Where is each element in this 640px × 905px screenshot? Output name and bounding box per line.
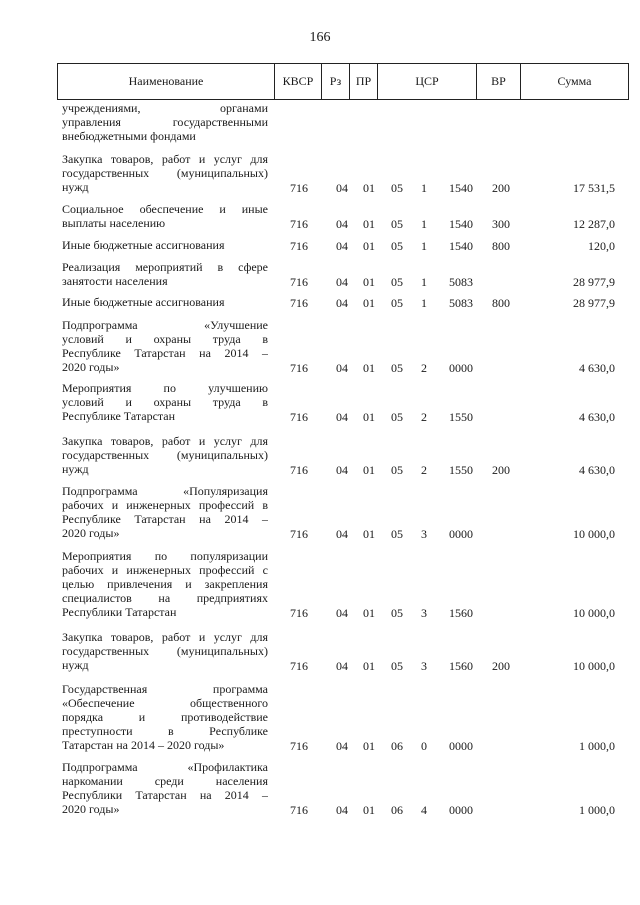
row-rz: 04: [336, 181, 348, 195]
row-name-line: условий и охраны труда в: [62, 332, 268, 346]
row-csr1: 05: [391, 606, 403, 620]
row-name-line: рабочих и инженерных профессий с: [62, 563, 268, 577]
row-csr1: 05: [391, 275, 403, 289]
row-sum: 28 977,9: [573, 275, 615, 289]
row-rz: 04: [336, 217, 348, 231]
row-name-line: учреждениями, органами: [62, 101, 268, 115]
row-csr3: 5083: [449, 275, 473, 289]
row-kvsr: 716: [290, 217, 308, 231]
row-name-line: Государственная программа: [62, 682, 268, 696]
row-name-line: Республике Татарстан: [62, 409, 176, 423]
row-csr3: 1560: [449, 659, 473, 673]
row-pr: 01: [363, 296, 375, 310]
row-csr1: 05: [391, 296, 403, 310]
row-vr: 800: [492, 296, 510, 310]
row-csr2: 0: [421, 739, 427, 753]
row-name-line: Иные бюджетные ассигнования: [62, 238, 225, 252]
row-kvsr: 716: [290, 659, 308, 673]
header-kvsr: КВСР: [275, 64, 322, 99]
row-pr: 01: [363, 739, 375, 753]
row-csr2: 1: [421, 181, 427, 195]
row-name-line: Закупка товаров, работ и услуг для: [62, 630, 268, 644]
row-name: [62, 318, 268, 374]
row-pr: 01: [363, 803, 375, 817]
row-name-line: наркомании среди населения: [62, 774, 268, 788]
row-csr1: 05: [391, 410, 403, 424]
row-kvsr: 716: [290, 527, 308, 541]
row-vr: 200: [492, 659, 510, 673]
row-csr1: 05: [391, 181, 403, 195]
row-rz: 04: [336, 361, 348, 375]
header-pr: ПР: [350, 64, 378, 99]
row-kvsr: 716: [290, 296, 308, 310]
row-name-line: Подпрограмма «Популяризация: [62, 484, 268, 498]
row-csr1: 05: [391, 659, 403, 673]
row-csr2: 3: [421, 527, 427, 541]
row-name-line: Подпрограмма «Улучшение: [62, 318, 268, 332]
table-header: [57, 63, 629, 100]
page-number: 166: [309, 30, 331, 45]
row-csr3: 0000: [449, 361, 473, 375]
row-vr: 200: [492, 463, 510, 477]
row-pr: 01: [363, 239, 375, 253]
row-name: [62, 202, 268, 230]
row-sum: 4 630,0: [579, 463, 615, 477]
row-name: [62, 238, 268, 252]
header-rz: Рз: [322, 64, 350, 99]
row-csr3: 1550: [449, 463, 473, 477]
row-csr1: 05: [391, 217, 403, 231]
row-name-line: Иные бюджетные ассигнования: [62, 295, 225, 309]
row-sum: 10 000,0: [573, 659, 615, 673]
row-vr: 300: [492, 217, 510, 231]
row-name-line: Закупка товаров, работ и услуг для: [62, 152, 268, 166]
row-name: [62, 101, 268, 143]
row-rz: 04: [336, 527, 348, 541]
row-sum: 10 000,0: [573, 527, 615, 541]
row-kvsr: 716: [290, 181, 308, 195]
row-pr: 01: [363, 361, 375, 375]
row-name-line: нужд: [62, 180, 89, 194]
row-name-line: Закупка товаров, работ и услуг для: [62, 434, 268, 448]
row-rz: 04: [336, 296, 348, 310]
row-rz: 04: [336, 739, 348, 753]
row-csr1: 05: [391, 239, 403, 253]
row-name-line: «Обеспечение общественного: [62, 696, 268, 710]
header-name: Наименование: [58, 64, 275, 99]
row-pr: 01: [363, 410, 375, 424]
row-name: [62, 760, 268, 816]
row-rz: 04: [336, 463, 348, 477]
row-csr1: 06: [391, 739, 403, 753]
row-rz: 04: [336, 606, 348, 620]
row-csr3: 1540: [449, 181, 473, 195]
row-csr3: 1550: [449, 410, 473, 424]
row-name-line: целью привлечения и закрепления: [62, 577, 268, 591]
row-name: [62, 549, 268, 619]
row-name-line: государственных (муниципальных): [62, 448, 268, 462]
row-name: [62, 682, 268, 752]
row-name-line: Республики Татарстан на 2014 –: [62, 788, 268, 802]
row-name-line: государственных (муниципальных): [62, 166, 268, 180]
row-name-line: Реализация мероприятий в сфере: [62, 260, 268, 274]
row-sum: 17 531,5: [573, 181, 615, 195]
row-csr2: 2: [421, 410, 427, 424]
row-pr: 01: [363, 606, 375, 620]
row-name-line: нужд: [62, 658, 89, 672]
row-name: [62, 434, 268, 476]
header-vr: ВР: [477, 64, 521, 99]
row-csr2: 4: [421, 803, 427, 817]
row-name-line: Мероприятия по улучшению: [62, 381, 268, 395]
row-name-line: специалистов на предприятиях: [62, 591, 268, 605]
row-name-line: Подпрограмма «Профилактика: [62, 760, 268, 774]
row-csr1: 05: [391, 361, 403, 375]
row-sum: 10 000,0: [573, 606, 615, 620]
header-csr: ЦСР: [378, 64, 477, 99]
row-rz: 04: [336, 275, 348, 289]
row-name-line: преступности в Республике: [62, 724, 268, 738]
row-sum: 12 287,0: [573, 217, 615, 231]
row-pr: 01: [363, 181, 375, 195]
row-name-line: условий и охраны труда в: [62, 395, 268, 409]
row-pr: 01: [363, 217, 375, 231]
row-pr: 01: [363, 527, 375, 541]
row-name-line: занятости населения: [62, 274, 168, 288]
row-sum: 28 977,9: [573, 296, 615, 310]
row-kvsr: 716: [290, 739, 308, 753]
row-rz: 04: [336, 410, 348, 424]
row-csr2: 1: [421, 217, 427, 231]
row-csr2: 1: [421, 275, 427, 289]
row-kvsr: 716: [290, 463, 308, 477]
row-csr3: 0000: [449, 739, 473, 753]
row-sum: 1 000,0: [579, 803, 615, 817]
row-pr: 01: [363, 463, 375, 477]
row-name-line: Республики Татарстан: [62, 605, 177, 619]
row-name: [62, 152, 268, 194]
row-csr2: 1: [421, 239, 427, 253]
row-name: [62, 381, 268, 423]
row-csr2: 2: [421, 463, 427, 477]
row-csr1: 06: [391, 803, 403, 817]
row-csr3: 0000: [449, 803, 473, 817]
row-kvsr: 716: [290, 275, 308, 289]
header-sum: Сумма: [557, 74, 592, 88]
row-name-line: управления государственными: [62, 115, 268, 129]
row-sum: 1 000,0: [579, 739, 615, 753]
row-csr3: 1540: [449, 239, 473, 253]
row-vr: 800: [492, 239, 510, 253]
row-csr1: 05: [391, 527, 403, 541]
row-csr3: 0000: [449, 527, 473, 541]
row-csr2: 3: [421, 606, 427, 620]
row-rz: 04: [336, 659, 348, 673]
row-kvsr: 716: [290, 239, 308, 253]
row-pr: 01: [363, 275, 375, 289]
row-name: [62, 295, 268, 309]
row-name-line: 2020 годы»: [62, 526, 120, 540]
row-name-line: Республике Татарстан на 2014 –: [62, 512, 268, 526]
row-name-line: государственных (муниципальных): [62, 644, 268, 658]
row-sum: 120,0: [588, 239, 615, 253]
row-kvsr: 716: [290, 410, 308, 424]
row-name-line: Республике Татарстан на 2014 –: [62, 346, 268, 360]
row-name-line: Мероприятия по популяризации: [62, 549, 268, 563]
row-kvsr: 716: [290, 361, 308, 375]
row-sum: 4 630,0: [579, 361, 615, 375]
row-name-line: Социальное обеспечение и иные: [62, 202, 268, 216]
row-csr1: 05: [391, 463, 403, 477]
row-vr: 200: [492, 181, 510, 195]
row-name-line: Татарстан на 2014 – 2020 годы»: [62, 738, 225, 752]
row-name-line: 2020 годы»: [62, 802, 120, 816]
row-name-line: порядка и противодействие: [62, 710, 268, 724]
row-name-line: выплаты населению: [62, 216, 166, 230]
row-pr: 01: [363, 659, 375, 673]
row-name-line: рабочих и инженерных профессий в: [62, 498, 268, 512]
row-rz: 04: [336, 803, 348, 817]
row-rz: 04: [336, 239, 348, 253]
row-name: [62, 630, 268, 672]
row-csr2: 2: [421, 361, 427, 375]
row-csr3: 1540: [449, 217, 473, 231]
row-csr2: 1: [421, 296, 427, 310]
row-name-line: 2020 годы»: [62, 360, 120, 374]
row-csr3: 1560: [449, 606, 473, 620]
row-name: [62, 484, 268, 540]
row-csr3: 5083: [449, 296, 473, 310]
row-kvsr: 716: [290, 606, 308, 620]
row-csr2: 3: [421, 659, 427, 673]
row-name: [62, 260, 268, 288]
row-sum: 4 630,0: [579, 410, 615, 424]
row-name-line: внебюджетными фондами: [62, 129, 196, 143]
row-kvsr: 716: [290, 803, 308, 817]
row-name-line: нужд: [62, 462, 89, 476]
